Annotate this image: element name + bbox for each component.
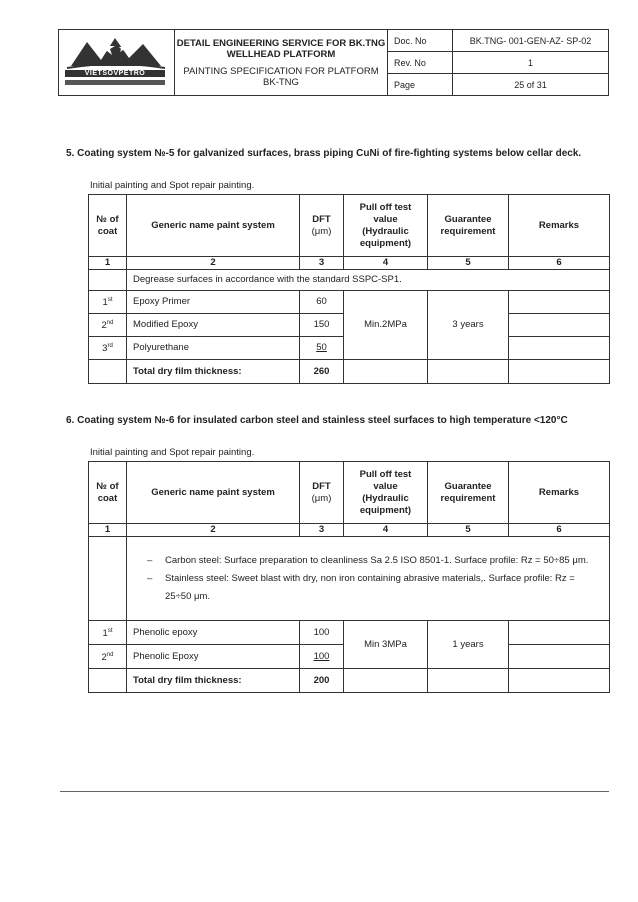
total-value: 200 bbox=[300, 669, 344, 693]
logo-text: VIETSOVPETRO bbox=[65, 70, 165, 77]
column-number-row: 1 2 3 4 5 6 bbox=[89, 524, 610, 537]
section-5-note: Initial painting and Spot repair painting. bbox=[90, 180, 255, 191]
total-row bbox=[89, 669, 610, 693]
company-logo bbox=[59, 30, 174, 95]
col-paint-system: Generic name paint system bbox=[127, 195, 300, 257]
table-row: 2nd Phenolic Epoxy 100 bbox=[89, 645, 610, 669]
surface-prep-text: Degrease surfaces in accordance with the standard SSPC-SP1. bbox=[127, 270, 610, 291]
col-remarks: Remarks bbox=[509, 462, 610, 524]
rev-label: Rev. No bbox=[388, 52, 453, 74]
total-value: 260 bbox=[300, 360, 344, 384]
surface-prep-row bbox=[89, 537, 610, 621]
footer-divider bbox=[60, 791, 609, 792]
logo-cell bbox=[59, 30, 175, 96]
doc-no-value: BK.TNG- 001-GEN-AZ- SP-02 bbox=[453, 30, 609, 52]
document-title: DETAIL ENGINEERING SERVICE FOR BK.TNG WELLHEAD PLATFORM bbox=[176, 37, 386, 60]
total-label: Total dry film thickness: bbox=[127, 360, 300, 384]
col-paint-system: Generic name paint system bbox=[127, 462, 300, 524]
col-coat-no: № of coat bbox=[89, 462, 127, 524]
pull-off-value: Min 3MPa bbox=[344, 621, 428, 669]
surface-prep-row bbox=[89, 270, 610, 291]
column-number-row: 1 2 3 4 5 6 bbox=[89, 257, 610, 270]
table-header-row bbox=[89, 462, 610, 524]
logo-subtext bbox=[65, 80, 165, 85]
logo-emblem-icon bbox=[67, 34, 165, 70]
section-6-title: 6. Coating system №-6 for insulated carbon steel and stainless steel surfaces to high temperature <120°C bbox=[66, 415, 568, 426]
coating-table-5 bbox=[88, 194, 610, 384]
guarantee-value: 3 years bbox=[428, 291, 509, 360]
col-guarantee: Guarantee requirement bbox=[428, 195, 509, 257]
document-title-cell bbox=[175, 30, 388, 96]
table-header-row bbox=[89, 195, 610, 257]
pull-off-value: Min.2MPa bbox=[344, 291, 428, 360]
col-dft: DFT (μm) bbox=[300, 462, 344, 524]
total-label: Total dry film thickness: bbox=[127, 669, 300, 693]
document-subtitle: PAINTING SPECIFICATION FOR PLATFORM BK-TNG bbox=[183, 65, 379, 88]
coating-table-6 bbox=[88, 461, 610, 693]
table-row: 1st Phenolic epoxy 100 Min 3MPa 1 years bbox=[89, 621, 610, 645]
section-6-note: Initial painting and Spot repair painting. bbox=[90, 447, 255, 458]
doc-no-label: Doc. No bbox=[388, 30, 453, 52]
table-row: 2nd Modified Epoxy 150 bbox=[89, 314, 610, 337]
rev-value: 1 bbox=[453, 52, 609, 74]
surface-prep-text: – Carbon steel: Surface preparation to cleanliness Sa 2.5 ISO 8501-1. Surface profile: Rz = 50÷85 μm. – Stainless steel: Sweet blast with dry, non iron containing abrasive materials,. Surface profile: Rz = 25÷50 μm. bbox=[127, 537, 610, 621]
col-dft: DFT (μm) bbox=[300, 195, 344, 257]
col-pull-off: Pull off test value (Hydraulic equipment) bbox=[344, 195, 428, 257]
col-guarantee: Guarantee requirement bbox=[428, 462, 509, 524]
total-row bbox=[89, 360, 610, 384]
guarantee-value: 1 years bbox=[428, 621, 509, 669]
document-header bbox=[58, 29, 609, 96]
col-remarks: Remarks bbox=[509, 195, 610, 257]
table-row: 1st Epoxy Primer 60 Min.2MPa 3 years bbox=[89, 291, 610, 314]
page-value: 25 of 31 bbox=[453, 74, 609, 96]
page-label: Page bbox=[388, 74, 453, 96]
section-5-title: 5. Coating system №-5 for galvanized surfaces, brass piping CuNi of fire-fighting systems below cellar deck. bbox=[66, 148, 582, 159]
col-coat-no: № of coat bbox=[89, 195, 127, 257]
table-row: 3rd Polyurethane 50 bbox=[89, 337, 610, 360]
col-pull-off: Pull off test value (Hydraulic equipment) bbox=[344, 462, 428, 524]
